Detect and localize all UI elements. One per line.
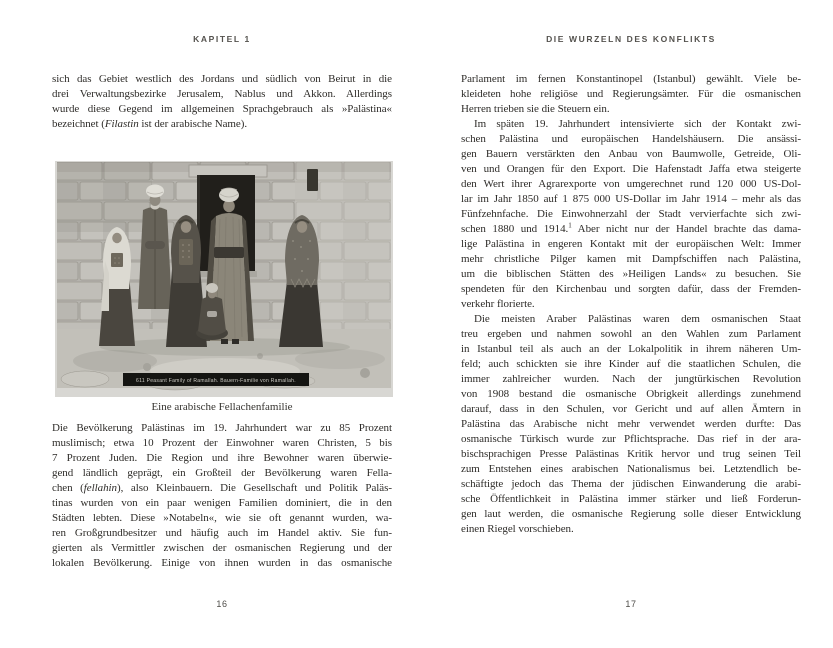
text-line: chen (fellahin), also Kleinbauern. Die Gesellschaft und Politik Paläs- xyxy=(52,482,392,494)
text-line: schen 1880 und 1914.$^1$ Aber nicht nur der Handel brachte das dama- xyxy=(461,221,801,235)
photo-caption-bar-text: 611 Peasant Family of Ramallah. Bauern-Familie von Ramallah. xyxy=(136,378,296,384)
text-line: Die Bevölkerung Palästinas im 19. Jahrhundert war zu 85 Prozent xyxy=(52,422,392,434)
text-line: lige Palästina in engeren Kontakt mit der europäischen Welt: Immer xyxy=(461,238,801,250)
text-line: feld; auch schickten sie ihre Kinder auf die staatlichen Schulen, die xyxy=(461,358,801,370)
text-line: mehr christliche Pilger kamen mit Dampfschiffen nach Palästina, xyxy=(461,253,801,265)
left-page-number: 16 xyxy=(216,599,228,609)
text-line: Herren trieben sie die Steuern ein. xyxy=(461,103,610,115)
text-line: tinas wurden von ein paar wenigen Familien dominiert, die in den xyxy=(52,497,392,509)
photo-caption: Eine arabische Fellachenfamilie xyxy=(151,401,293,413)
left-running-head: KAPITEL 1 xyxy=(193,34,251,44)
text-line: spendeten für den Kirchenbau und sorgten dafür, dass der Fremden- xyxy=(461,283,801,295)
text-line: darauf, dass in den Schulen, vor Gericht und auf allen Ämtern in xyxy=(461,403,801,415)
left-paragraph-top xyxy=(52,72,392,132)
photo-caption-bar xyxy=(123,373,309,386)
text-line: wurde diese Gegend im allgemeinen Sprachgebrauch als »Palästina« xyxy=(52,103,392,115)
text-line: bezeichnet (Filastin ist der arabische Name). xyxy=(52,118,248,130)
text-line: um die biblischen Stätten des »Heiligen Lands« zu besuchen. Sie xyxy=(461,268,801,280)
text-line: kleideten hohe religiöse und Regierungsämter. Für die osmanischen xyxy=(461,88,801,100)
text-line: lar im Jahr 1850 auf 1 875 000 US-Dollar im Jahr 1914 – mehr als das xyxy=(461,193,801,205)
text-line: Die meisten Araber Palästinas waren dem osmanischen Staat xyxy=(474,313,801,325)
wall-niche xyxy=(307,169,318,191)
text-line: immer zahlreicher wurden. Nach der jungtürkischen Revolution xyxy=(461,373,801,385)
text-line: ven und Orangen für den Export. Die Hafenstadt Jaffa etwa steigerte xyxy=(461,163,801,175)
text-line: schen Palästina und europäischen Handelshäusern. Die ansässi- xyxy=(461,133,801,145)
right-page-body xyxy=(461,72,801,537)
text-line: Fünfzehnfache. Die Einwohnerzahl der Stadt vervierfachte sich zwi- xyxy=(461,208,801,220)
text-line: von 1908 bestand die osmanische Obrigkeit allerdings zunehmend xyxy=(461,388,801,400)
right-page-number: 17 xyxy=(625,599,637,609)
left-paragraph-bottom xyxy=(52,421,392,571)
text-line: muslimisch; etwa 10 Prozent der Einwohner waren Christen, 5 bis xyxy=(52,437,392,449)
text-line: gend ländlich geprägt, ein Großteil der Bevölkerung waren Fella- xyxy=(52,467,392,479)
photograph-fellachen-family xyxy=(55,161,393,397)
text-line: gen Bauern verstärkten den Anbau von Baumwolle, Getreide, Oli- xyxy=(461,148,801,160)
text-line: in Istanbul teil als auch an der Lokalpolitik in ihrem näheren Um- xyxy=(461,343,801,355)
text-line: schäftigte jedoch das Thema der jüdischen Einwanderung die arabi- xyxy=(461,478,801,490)
text-line: sich das Gebiet westlich des Jordans und südlich von Beirut in die xyxy=(52,73,392,85)
text-line: treu ergeben und nahmen sowohl an den Wahlen zum Parlament xyxy=(461,328,801,340)
text-line: zum Entstehen eines arabischen Nationalismus bei. Letztendlich be- xyxy=(461,463,801,475)
right-running-head: DIE WURZELN DES KONFLIKTS xyxy=(546,34,716,44)
text-line: 7 Prozent Juden. Die Region und ihre Bewohner waren überwie- xyxy=(52,452,392,464)
photo-illustration xyxy=(55,161,393,397)
text-line: verkehr florierte. xyxy=(461,298,535,310)
text-line: Städten lebten. Diese »Notabeln«, wie sie oft genannt wurden, wa- xyxy=(52,512,392,524)
text-line: einen Riegel vorschieben. xyxy=(461,523,574,535)
text-line: drei Verwaltungsbezirke Jerusalem, Nablus und Akkon. Allerdings xyxy=(52,88,392,100)
text-line: gierten als Vermittler zwischen der osmanischen Regierung und der xyxy=(52,542,392,554)
text-line: den Wert ihrer Agrarexporte von umgerechnet rund 120 000 US-Dol- xyxy=(461,178,801,190)
text-line: gen laut werden, die osmanische Regierung solle dieser Entwicklung xyxy=(461,508,801,520)
text-line: bischsprachigen Presse Palästinas Kritik hervor und trug seinen Teil xyxy=(461,448,801,460)
text-line: Im späten 19. Jahrhundert intensivierte sich der Kontakt zwi- xyxy=(474,118,801,130)
text-line: sche Öffentlichkeit in Palästina immer stärker und ließ Forderun- xyxy=(461,493,801,505)
text-line: ren Großgrundbesitzer und häufig auch im Handel aktiv. Sie fun- xyxy=(52,527,392,539)
text-line: osmanische Türkisch wurde zur Pflichtsprache. Das rief in der ara- xyxy=(461,433,801,445)
text-line: Parlament im fernen Konstantinopel (Istanbul) gewählt. Viele be- xyxy=(461,73,801,85)
text-line: lokalen Bevölkerung. Einige von ihnen wurden in das osmanische xyxy=(52,557,392,569)
text-line: Palästina das Arabische nicht mehr verwendet werden durfte: Das xyxy=(461,418,801,430)
